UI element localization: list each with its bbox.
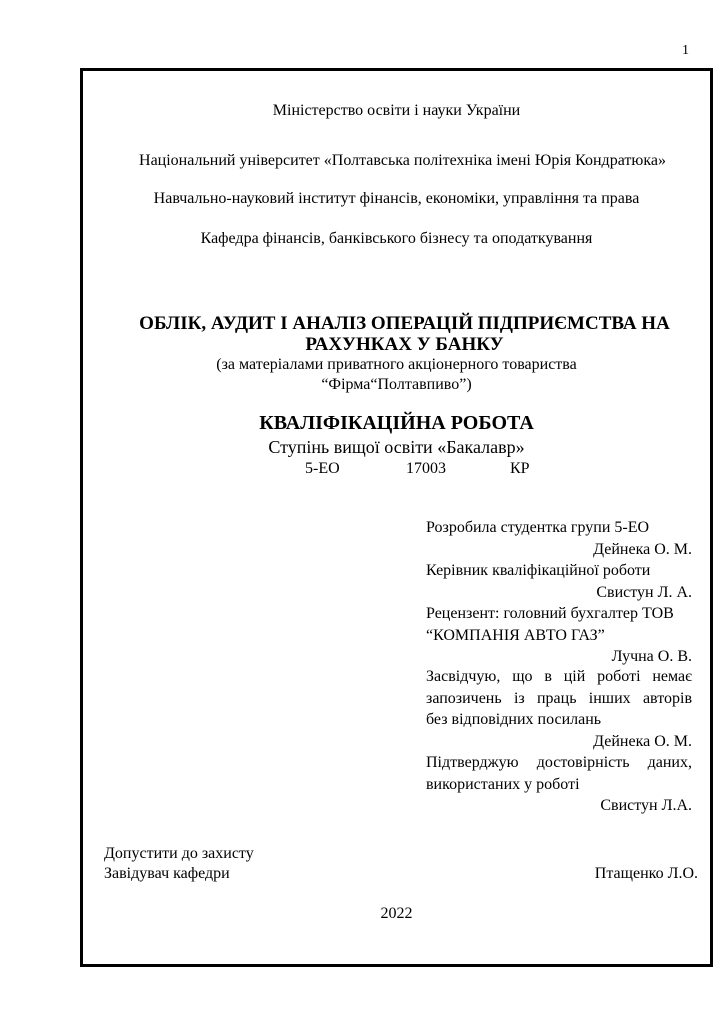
work-kind: КР [510,460,530,477]
university-name: Національний університет «Полтавська політехніка імені Юрія Кондратюка» [139,152,666,169]
reviewer-label: Рецензент: головний бухгалтер ТОВ [426,605,674,622]
institute-name: Навчально-науковий інститут фінансів, економіки, управління та права [153,190,640,207]
year: 2022 [380,905,413,922]
degree-level: Ступінь вищої освіти «Бакалавр» [268,437,525,457]
confirmation-line-1: Підтверджую достовірність даних, [426,754,692,771]
student-name: Дейнека О. М. [593,540,692,558]
confirmation-supervisor-name: Свистун Л.А. [600,797,692,814]
reviewer-name: Лучна О. В. [611,648,692,665]
group-code: 5-ЕО [305,460,340,477]
head-of-department-name: Птащенко Л.О. [594,865,698,882]
supervisor-label: Керівник кваліфікаційної роботи [426,562,651,579]
developed-by-label: Розробила студентка групи 5-ЕО [426,519,650,536]
certification-line-2: запозичень із праць інших авторів [426,689,692,707]
work-number: 17003 [406,460,446,477]
confirmation-line-2: використаних у роботі [426,775,580,793]
ministry-name: Міністерство освіти і науки України [272,102,521,119]
work-type: КВАЛІФІКАЦІЙНА РОБОТА [259,412,534,434]
page-number: 1 [682,43,689,58]
department-name: Кафедра фінансів, банківського бізнесу та оподаткування [200,230,593,247]
certification-block [426,666,692,817]
certification-line-3: без відповідних посилань [426,711,602,728]
certification-line-1: Засвідчую, що в цій роботі немає [426,668,692,685]
head-of-department-label: Завідувач кафедри [104,865,230,882]
title-page-frame [80,68,713,967]
authors-block [426,517,692,668]
admit-to-defense-label: Допустити до захисту [104,845,254,862]
thesis-title-line-1: ОБЛІК, АУДИТ І АНАЛІЗ ОПЕРАЦІЙ ПІДПРИЄМСТВА НА [139,313,670,334]
reviewer-company: “КОМПАНІЯ АВТО ГАЗ” [426,626,605,644]
supervisor-name: Свистун Л. А. [596,583,692,601]
certification-student-name: Дейнека О. М. [593,732,692,750]
thesis-subtitle-line-1: (за матеріалами приватного акціонерного товариства [216,356,577,373]
thesis-title-line-2: РАХУНКАХ У БАНКУ [305,334,504,355]
thesis-subtitle-line-2: “Фірма“Полтавпиво”) [321,376,472,393]
